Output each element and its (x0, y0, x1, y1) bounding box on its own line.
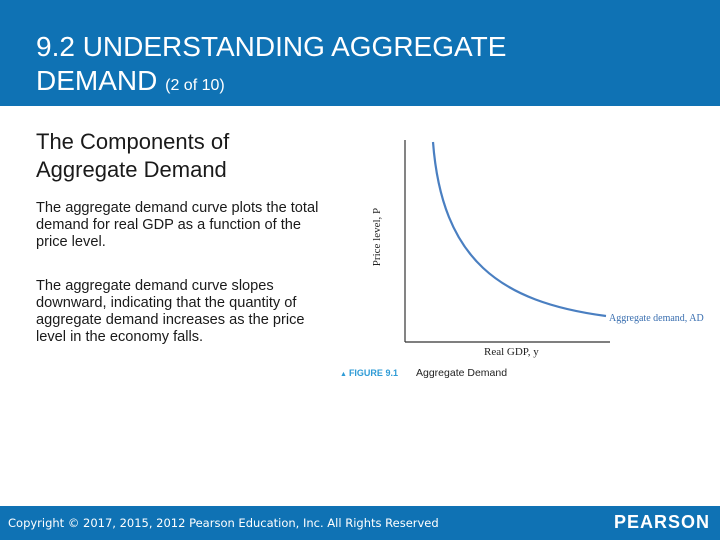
slide-title-line2: DEMAND (36, 65, 158, 96)
y-axis-label: Price level, P (371, 207, 383, 267)
curve-label: Aggregate demand, AD (609, 313, 704, 324)
aggregate-demand-figure (340, 130, 720, 390)
aggregate-demand-curve (433, 142, 606, 316)
section-subtitle-line2: Aggregate Demand (36, 157, 227, 182)
section-subtitle (36, 128, 336, 184)
x-axis-label: Real GDP, y (484, 346, 539, 358)
copyright-notice: Copyright © 2017, 2015, 2012 Pearson Education, Inc. All Rights Reserved (8, 516, 439, 530)
figure-tag-text: FIGURE 9.1 (348, 368, 398, 378)
slide-counter: (2 of 10) (165, 77, 225, 94)
section-subtitle-line1: The Components of (36, 129, 230, 154)
definition-paragraph: The aggregate demand curve plots the total demand for real GDP as a function of the price level. (36, 200, 319, 250)
triangle-icon: ▲ (340, 371, 347, 378)
pearson-logo: PEARSON (613, 512, 710, 532)
footer-bar (0, 506, 720, 540)
slide-title-line1: 9.2 UNDERSTANDING AGGREGATE (36, 31, 507, 62)
figure-caption: Aggregate Demand (416, 367, 508, 379)
title-bar (0, 0, 720, 106)
slope-paragraph: The aggregate demand curve slopes downward, indicating that the quantity of aggregate demand increases as the price level in the economy falls. (36, 278, 305, 345)
figure-tag (340, 368, 398, 378)
slide-title (36, 30, 696, 103)
